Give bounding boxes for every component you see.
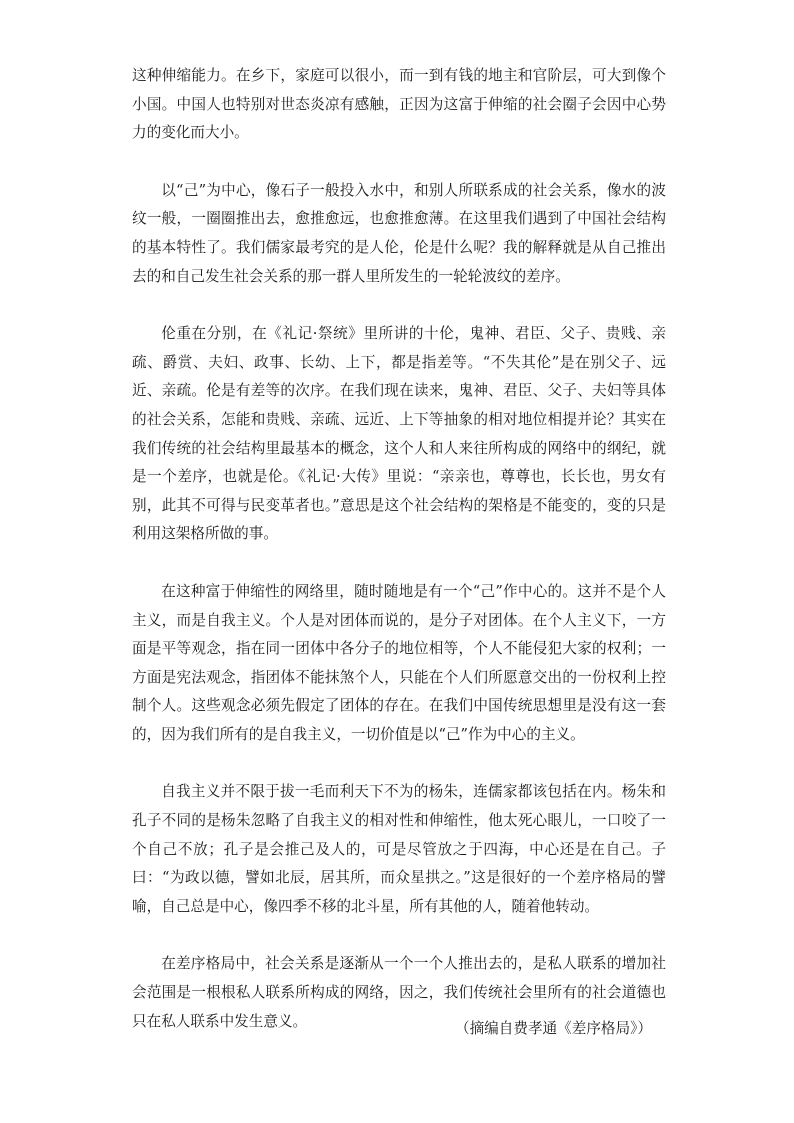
paragraph-6: 在差序格局中，社会关系是逐渐从一个一个人推出去的，是私人联系的增加社会范围是一根根私人联系所构成的网络，因之，我们传统社会里所有的社会道德也只在私人联系中发生意义。 xyxy=(132,955,666,1030)
paragraph-4: 在这种富于伸缩性的网络里，随时随地是有一个“己”作中心的。这并不是个人主义，而是自我主义。个人是对团体而说的，是分子对团体。在个人主义下，一方面是平等观念，指在同一团体中各分子的地位相等，个人不能侵犯大家的权利；一方面是宪法观念，指团体不能抹煞个人，只能在个人们所愿意交出的一份权利上控制个人。这些观念必须先假定了团体的存在。在我们中国传统思想里是没有这一套的，因为我们所有的是自我主义，一切价值是以“己”作为中心的主义。 xyxy=(132,582,666,743)
paragraph-3: 伦重在分别，在《礼记·祭统》里所讲的十伦，鬼神、君臣、父子、贵贱、亲疏、爵赏、夫妇、政事、长幼、上下，都是指差等。“不失其伦”是在别父子、远近、亲疏。伦是有差等的次序。在我们现在读来，鬼神、君臣、父子、夫妇等具体的社会关系，怎能和贵贱、亲疏、远近、上下等抽象的相对地位相提并论？其实在我们传统的社会结构里最基本的概念，这个人和人来往所构成的网络中的纲纪，就是一个差序，也就是伦。《礼记·大传》里说：“亲亲也，尊尊也，长长也，男女有别，此其不可得与民变革者也。”意思是这个社会结构的架格是不能变的，变的只是利用这架格所做的事。 xyxy=(132,325,666,543)
paragraph-2: 以“己”为中心，像石子一般投入水中，和别人所联系成的社会关系，像水的波纹一般，一圈圈推出去，愈推愈远，也愈推愈薄。在这里我们遇到了中国社会结构的基本特性了。我们儒家最考究的是人伦，伦是什么呢？我的解释就是从自己推出去的和自己发生社会关系的那一群人里所发生的一轮轮波纹的差序。 xyxy=(132,181,666,285)
paragraph-5: 自我主义并不限于拔一毛而利天下不为的杨朱，连儒家都该包括在内。杨朱和孔子不同的是杨朱忽略了自我主义的相对性和伸缩性，他太死心眼儿，一口咬了一个自己不放；孔子是会推己及人的，可是尽管放之于四海，中心还是在自己。子曰：“为政以德，譬如北辰，居其所，而众星拱之。”这是很好的一个差序格局的譬喻，自己总是中心，像四季不移的北斗星，所有其他的人，随着他转动。 xyxy=(132,783,666,915)
paragraph-1: 这种伸缩能力。在乡下，家庭可以很小，而一到有钱的地主和官阶层，可大到像个小国。中国人也特别对世态炎凉有感触，正因为这富于伸缩的社会圈子会因中心势力的变化而大小。 xyxy=(132,67,666,142)
article-body xyxy=(132,62,666,1065)
source-citation: （摘编自费孝通《差序格局》） xyxy=(454,1020,652,1037)
